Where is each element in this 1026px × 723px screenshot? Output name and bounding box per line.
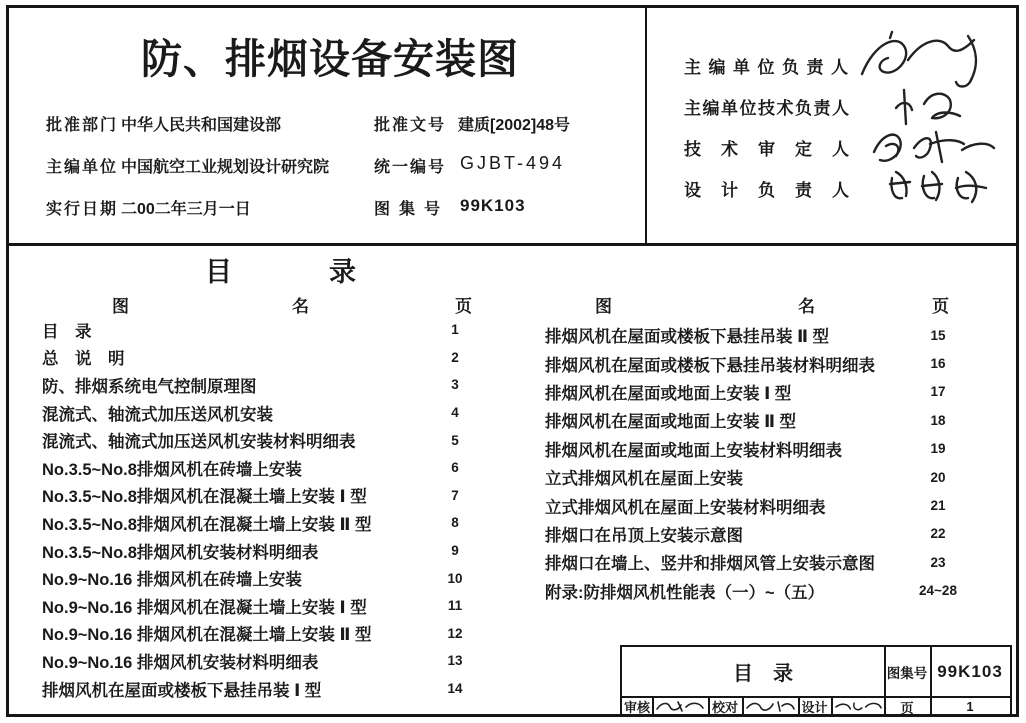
toc-entry-page: 7 xyxy=(451,487,459,503)
handwritten-signature-icon xyxy=(654,699,706,714)
toc-row xyxy=(545,406,969,434)
toc-row xyxy=(545,463,969,491)
toc-entry-page: 10 xyxy=(447,570,463,586)
proofreader-label: 校对 xyxy=(711,700,738,715)
toc-row xyxy=(545,577,969,605)
unified-no-label: 统一编号 xyxy=(374,159,447,176)
toc-entry-title: 目 录 xyxy=(42,322,92,341)
toc-row xyxy=(42,482,474,510)
tech-approver-label: 技术审定人 xyxy=(684,140,869,159)
handwritten-signature-icon xyxy=(856,30,1001,92)
toc-entry-page: 2 xyxy=(451,349,459,365)
toc-row xyxy=(42,509,474,537)
unified-no-value: GJBT-494 xyxy=(460,153,566,173)
toc-entry-title: 混流式、轴流式加压送风机安装 xyxy=(42,405,273,424)
proofreader-signature xyxy=(742,698,798,715)
toc-entry-page: 8 xyxy=(451,515,459,531)
toc-entry-title: No.3.5~No.8排烟风机在砖墙上安装 xyxy=(42,460,302,479)
header-divider xyxy=(6,243,1019,246)
design-lead-signature xyxy=(884,166,996,206)
toc-entry-page: 4 xyxy=(451,405,459,421)
chief-editor-value: 中国航空工业规划设计研究院 xyxy=(121,159,330,176)
toc-row xyxy=(42,647,474,675)
toc-entry-page: 20 xyxy=(930,469,946,485)
toc-row xyxy=(42,537,474,565)
toc-right-col-fig-header: 图 xyxy=(595,297,612,316)
approve-dept-label: 批准部门 xyxy=(46,117,119,134)
toc-entry-title: 排烟风机在屋面或地面上安装材料明细表 xyxy=(545,441,842,460)
toc-row xyxy=(545,378,969,406)
toc-entry-page: 5 xyxy=(451,432,459,448)
toc-entry-page: 12 xyxy=(447,625,463,641)
document-title: 防、排烟设备安装图 xyxy=(141,36,519,82)
toc-entry-page: 6 xyxy=(451,460,459,476)
toc-entry-title: 排烟口在吊顶上安装示意图 xyxy=(545,526,743,545)
toc-right-column xyxy=(545,321,969,605)
toc-row xyxy=(42,344,474,372)
reviewer-signature xyxy=(652,698,708,715)
chief-editor-label: 主编单位 xyxy=(46,159,119,176)
toc-entry-title: 排烟风机在屋面或地面上安装 Ⅱ 型 xyxy=(545,413,797,432)
toc-entry-title: No.3.5~No.8排烟风机在混凝土墙上安装 Ⅰ 型 xyxy=(42,488,367,507)
atlas-no-label: 图集号 xyxy=(374,201,450,218)
page-cell-value: 1 xyxy=(966,699,974,714)
toc-entry-page: 21 xyxy=(930,498,946,514)
toc-entry-page: 19 xyxy=(930,441,946,457)
toc-entry-title: 总 说 明 xyxy=(42,350,125,369)
toc-entry-title: 排烟风机在屋面或楼板下悬挂吊装 Ⅱ 型 xyxy=(545,328,830,347)
design-lead-label: 设计负责人 xyxy=(684,181,869,200)
toc-left-column xyxy=(42,316,474,702)
toc-entry-title: No.3.5~No.8排烟风机在混凝土墙上安装 Ⅱ 型 xyxy=(42,515,372,534)
toc-entry-title: No.3.5~No.8排烟风机安装材料明细表 xyxy=(42,543,319,562)
toc-row xyxy=(42,564,474,592)
toc-left-col-name-header: 名 xyxy=(292,297,309,316)
toc-entry-title: 防、排烟系统电气控制原理图 xyxy=(42,377,257,396)
chief-unit-head-label: 主编单位负责人 xyxy=(684,58,856,77)
toc-row xyxy=(42,620,474,648)
toc-entry-page: 23 xyxy=(930,554,946,570)
reviewer-label: 审核 xyxy=(623,700,650,715)
toc-entry-title: 排烟风机在屋面或地面上安装 Ⅰ 型 xyxy=(545,384,792,403)
toc-left-col-fig-header: 图 xyxy=(112,297,129,316)
chief-unit-head-signature xyxy=(856,30,1001,92)
toc-entry-title: 立式排烟风机在屋面上安装材料明细表 xyxy=(545,498,826,517)
toc-row xyxy=(42,426,474,454)
toc-entry-page: 18 xyxy=(930,412,946,428)
toc-row xyxy=(545,520,969,548)
toc-entry-page: 24~28 xyxy=(919,583,957,599)
toc-left-col-page-header: 页 xyxy=(455,297,472,316)
atlas-no-cell-label: 图集号 xyxy=(886,665,928,681)
toc-entry-page: 16 xyxy=(930,356,946,372)
sheet-title: 目录 xyxy=(733,663,813,685)
toc-row xyxy=(42,316,474,344)
approve-dept-value: 中华人民共和国建设部 xyxy=(121,117,282,134)
toc-right-col-page-header: 页 xyxy=(932,297,949,316)
toc-entry-page: 1 xyxy=(451,322,459,338)
toc-entry-title: 排烟口在墙上、竖井和排烟风管上安装示意图 xyxy=(545,555,875,574)
toc-entry-page: 11 xyxy=(447,598,463,614)
toc-right-col-name-header: 名 xyxy=(798,297,815,316)
toc-entry-title: No.9~No.16 排烟风机在混凝土墙上安装 Ⅱ 型 xyxy=(42,626,372,645)
toc-entry-title: No.9~No.16 排烟风机在砖墙上安装 xyxy=(42,571,302,590)
toc-section-title: 目录 xyxy=(205,257,453,287)
toc-entry-page: 22 xyxy=(930,526,946,542)
toc-entry-page: 9 xyxy=(451,543,459,559)
toc-row xyxy=(545,349,969,377)
atlas-no-cell-value: 99K103 xyxy=(937,661,1003,681)
toc-row xyxy=(545,548,969,576)
header-vertical-divider xyxy=(645,5,647,246)
toc-entry-page: 14 xyxy=(447,681,463,697)
toc-entry-title: 混流式、轴流式加压送风机安装材料明细表 xyxy=(42,433,356,452)
designer-label: 设计 xyxy=(801,700,828,715)
toc-row xyxy=(545,435,969,463)
page-cell-label: 页 xyxy=(900,700,914,716)
handwritten-signature-icon xyxy=(833,699,883,714)
toc-row xyxy=(42,399,474,427)
atlas-no-value: 99K103 xyxy=(460,196,526,215)
toc-row xyxy=(42,592,474,620)
effective-date-label: 实行日期 xyxy=(46,201,119,218)
toc-entry-title: No.9~No.16 排烟风机安装材料明细表 xyxy=(42,653,319,672)
approve-doc-label: 批准文号 xyxy=(374,117,447,134)
effective-date-value: 二00二年三月一日 xyxy=(121,201,251,218)
toc-entry-page: 17 xyxy=(930,384,946,400)
handwritten-signature-icon xyxy=(884,166,996,206)
toc-entry-page: 3 xyxy=(451,377,459,393)
toc-entry-page: 13 xyxy=(447,653,463,669)
toc-row xyxy=(42,371,474,399)
toc-entry-title: 立式排烟风机在屋面上安装 xyxy=(545,470,743,489)
approve-doc-value: 建质[2002]48号 xyxy=(458,117,571,134)
toc-entry-title: 附录:防排烟风机性能表（一）~（五） xyxy=(545,583,825,602)
handwritten-signature-icon xyxy=(866,124,1001,168)
designer-signature xyxy=(831,698,884,715)
chief-unit-tech-head-signature xyxy=(888,86,963,126)
toc-row xyxy=(545,321,969,349)
chief-unit-tech-head-label: 主编单位技术负责人 xyxy=(684,99,851,118)
title-block xyxy=(620,645,1012,717)
toc-entry-page: 15 xyxy=(930,327,946,343)
toc-entry-title: 排烟风机在屋面或楼板下悬挂吊装 Ⅰ 型 xyxy=(42,681,322,700)
toc-entry-title: No.9~No.16 排烟风机在混凝土墙上安装 Ⅰ 型 xyxy=(42,598,367,617)
handwritten-signature-icon xyxy=(744,699,796,714)
toc-entry-title: 排烟风机在屋面或楼板下悬挂吊装材料明细表 xyxy=(545,356,875,375)
toc-row xyxy=(42,675,474,703)
toc-row xyxy=(42,454,474,482)
toc-row xyxy=(545,491,969,519)
tech-approver-signature xyxy=(866,124,1001,168)
handwritten-signature-icon xyxy=(888,86,963,126)
